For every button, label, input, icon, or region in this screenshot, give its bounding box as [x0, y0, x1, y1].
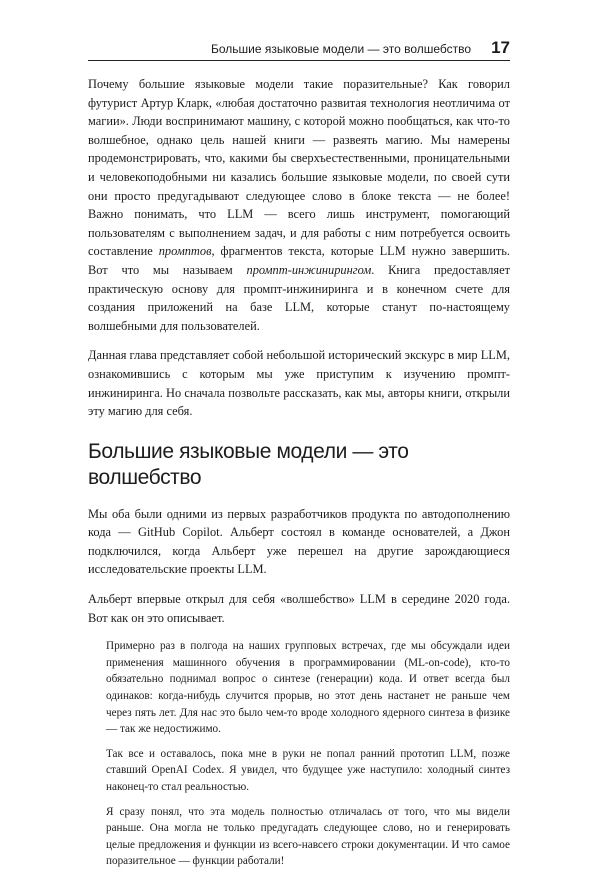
block-quote	[106, 638, 510, 870]
running-title: Большие языковые модели — это волшебство	[211, 42, 472, 56]
intro-text-1: Почему большие языковые модели такие поразительные? Как говорил футурист Артур Кларк, «любая достаточно развитая технология неотличима от магии». Люди воспринимают машину, с которой можно пообщаться, как что-то волшебное, однако цель нашей книги — развеять магию. Мы намерены продемонстрировать, что, какими бы сверхъестественными, проницательными и человекоподобными ни казались большие языковые модели, по своей сути они просто предугадывают следующее слово в блоке текста — не более! Важно понимать, что LLM — всего лишь инструмент, помогающий пользователям с выполнением задач, и для работы с ним потребуется освоить составление	[88, 77, 510, 259]
section-paragraph-1: Мы оба были одними из первых разработчиков продукта по автодополнению кода — GitHub Copilot. Альберт состоял в команде основателей, а Джон подключился, когда Альберт уже перешел на другие зарождающиеся исследовательские проекты LLM.	[88, 506, 510, 577]
quote-paragraph-1: Примерно раз в полгода на наших групповых встречах, где мы обсуждали идеи применения машинного обучения в программировании (ML-on-code), кто-то обязательно поднимал вопрос о синтезе (генерации) кода. И ответ всегда был одинаков: когда-нибудь случится прорыв, но этот день настанет не раньше чем через пять лет. Для нас это было чем-то вроде холодного ядерного синтеза в физике — так же недостижимо.	[106, 640, 510, 736]
page-content	[88, 75, 510, 878]
intro-text-2: , фрагментов текста, которые LLM нужно завершить. Вот что мы называем	[88, 244, 510, 277]
running-header	[88, 36, 510, 61]
term-prompts: промптов	[158, 244, 212, 259]
section-paragraph-2: Альберт впервые открыл для себя «волшебство» LLM в середине 2020 года. Вот как он это описывает.	[88, 592, 510, 625]
page-number: 17	[491, 38, 510, 57]
section-heading: Большие языковые модели — это волшебство	[88, 439, 409, 489]
intro-paragraph-1	[88, 75, 510, 335]
intro-text-3: . Книга предоставляет практическую основу для промпт-инжиниринга и в конечном счете для создания приложений на базе LLM, которые станут по-настоящему волшебными для пользователей.	[88, 262, 511, 333]
term-prompt-engineering: промпт-инжинирингом	[246, 262, 372, 277]
quote-paragraph-3: Я сразу понял, что эта модель полностью отличалась от того, что мы видели раньше. Она могла не только предугадать следующее слово, но и генерировать целые предложения и функции из всего-навсего строки документации. И что самое поразительное — функции работали!	[106, 805, 510, 868]
intro-paragraph-2: Данная глава представляет собой небольшой исторический экскурс в мир LLM, ознакомившись с которым мы уже приступим к изучению промпт-инжиниринга. Но сначала позвольте рассказать, как мы, авторы книги, открыли эту магию для себя.	[88, 348, 510, 419]
quote-paragraph-2: Так все и оставалось, пока мне в руки не попал ранний прототип LLM, позже ставший OpenAI Codex. Я увидел, что будущее уже наступило: холодный синтез наконец-то стал реальностью.	[106, 747, 510, 793]
